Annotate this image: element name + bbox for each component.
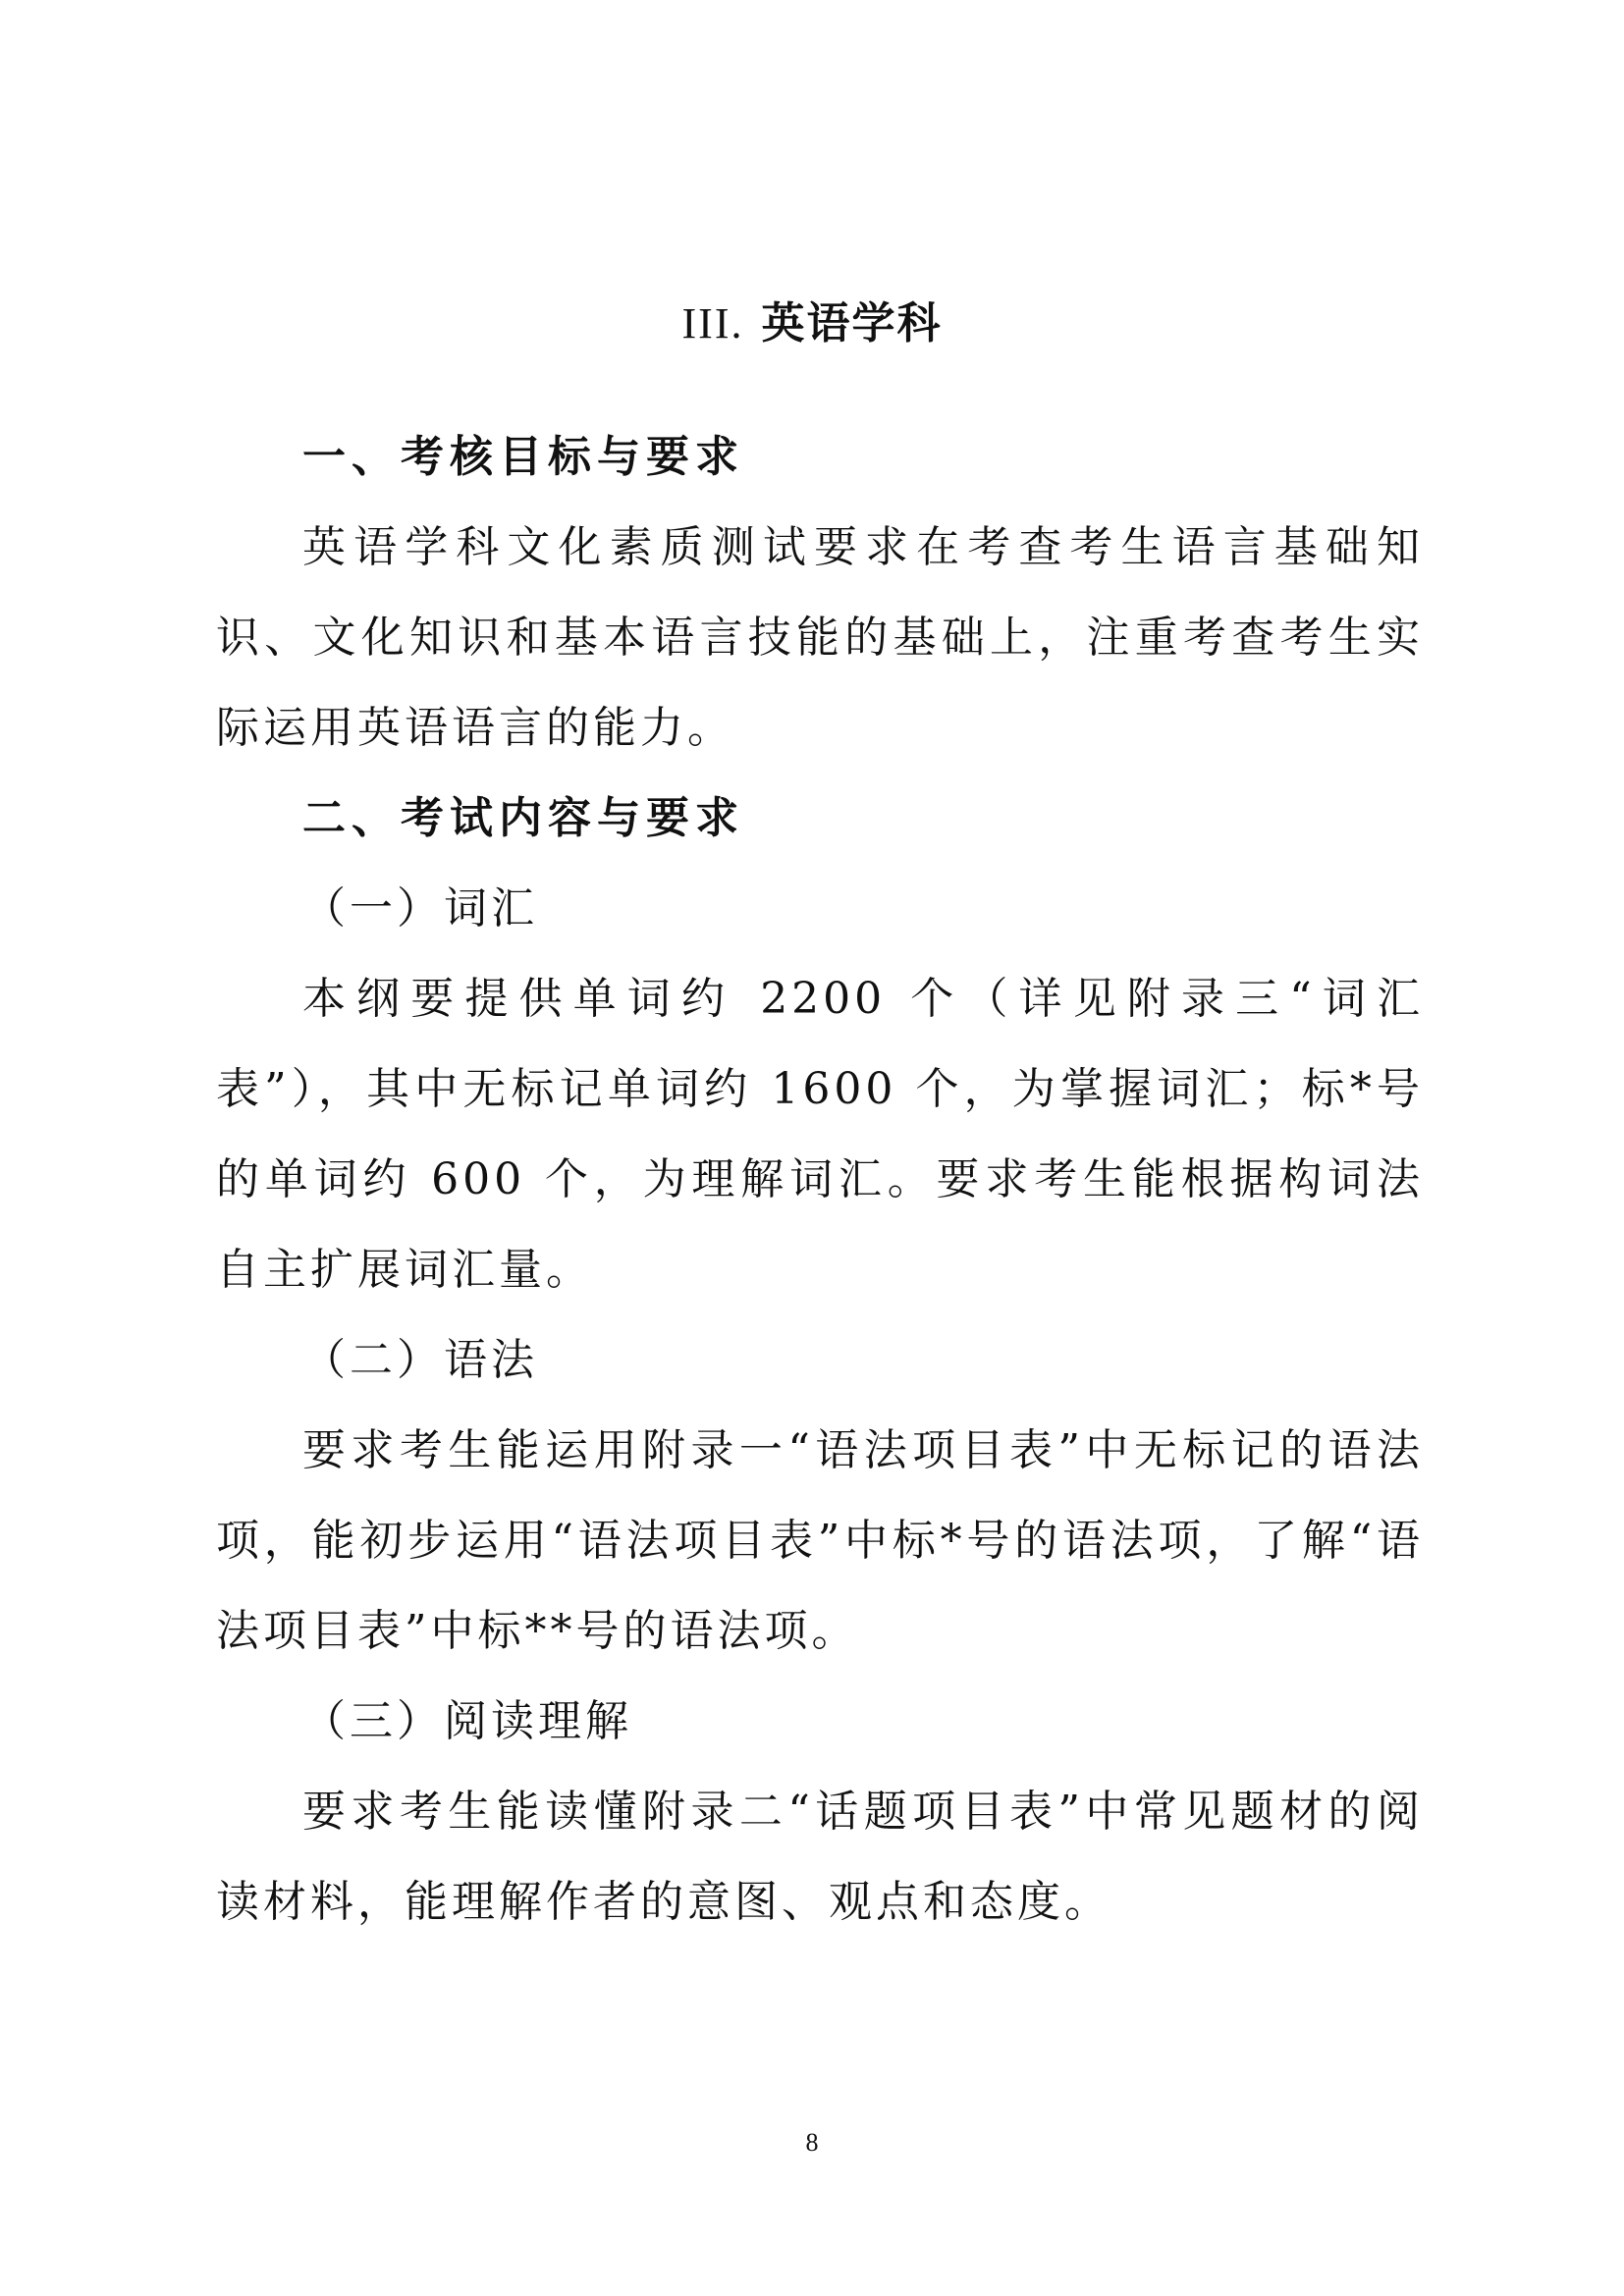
page-title [0,294,1624,353]
page-number: 8 [805,2128,819,2157]
section-heading-exam-content: 二、考试内容与要求 [302,793,744,843]
paragraph-vocabulary: 本纲要提供单词约 2200 个（详见附录三“词汇表”），其中无标记单词约 1600 个，为掌握词汇；标*号的单词约 600 个，为理解词汇。要求考生能根据构词法自主扩展词汇量。 [216,974,1424,1295]
subheading-vocabulary: （一）词汇 [302,883,538,934]
paragraph-reading: 要求考生能读懂附录二“话题项目表”中常见题材的阅读材料，能理解作者的意图、观点和态度。 [216,1787,1424,1927]
title-text: 英语学科 [761,298,943,348]
paragraph-assessment-goals: 英语学科文化素质测试要求在考查考生语言基础知识、文化知识和基本语言技能的基础上，注重考查考生实际运用英语语言的能力。 [216,522,1424,753]
document-body [216,412,1424,1948]
title-roman-numeral: III. [681,299,744,347]
paragraph-grammar: 要求考生能运用附录一“语法项目表”中无标记的语法项，能初步运用“语法项目表”中标*号的语法项，了解“语法项目表”中标**号的语法项。 [216,1425,1424,1656]
subheading-grammar: （二）语法 [302,1335,538,1385]
subheading-reading: （三）阅读理解 [302,1696,632,1746]
section-heading-assessment-goals: 一、考核目标与要求 [302,432,744,482]
